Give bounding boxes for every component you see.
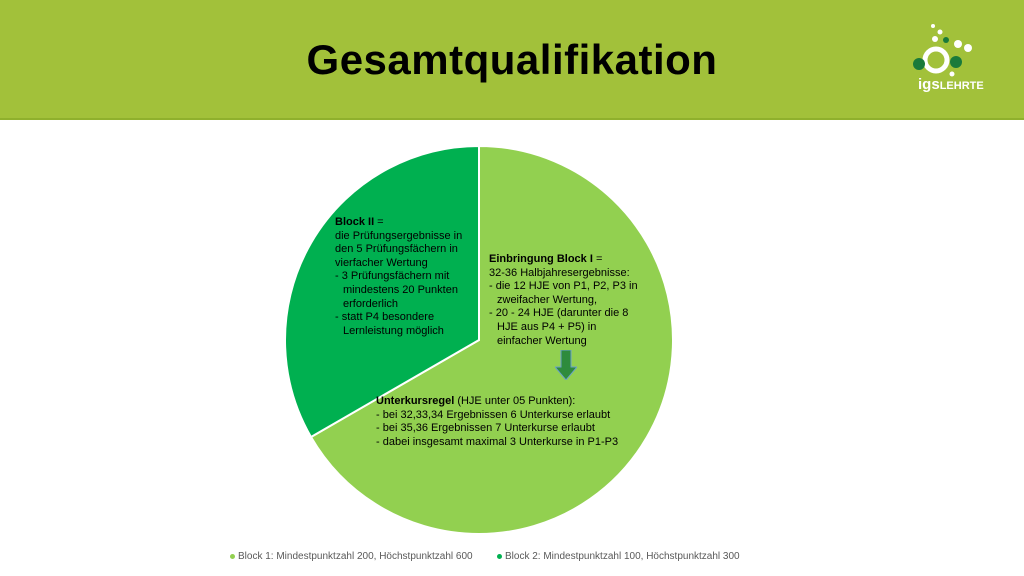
unterkurs-label-line: - bei 32,33,34 Ergebnissen 6 Unterkurse erlaubt [376,408,611,421]
logo-lehrte-text: LEHRTE [939,80,984,92]
block1-label-head-suffix: = [592,253,603,265]
block1-label-line: 32-36 Halbjahresergebnisse: [489,266,630,279]
block2-label [335,216,480,338]
block2-label-line: - statt P4 besondere [335,311,435,324]
unterkurs-label-head-suffix: (HJE unter 05 Punkten): [454,395,576,407]
block1-label-line: einfacher Wertung [497,334,587,347]
block2-label-head: Block II [335,216,375,228]
block2-label-line: mindestens 20 Punkten [343,283,458,296]
block1-label-line: zweifacher Wertung, [497,293,598,306]
block2-label-line: vierfacher Wertung [335,256,428,269]
legend-swatch-block1 [230,554,235,559]
block2-label-head-suffix: = [374,216,384,228]
unterkurs-label-line: - bei 35,36 Ergebnissen 7 Unterkurse erlaubt [376,422,595,435]
down-arrow-icon [555,350,577,380]
block2-label-line: erforderlich [343,297,399,310]
legend-swatch-block2 [497,554,502,559]
unterkurs-label-head: Unterkursregel [376,395,455,407]
block1-label-head: Einbringung Block I [489,253,593,265]
unterkurs-label-line: - dabei insgesamt maximal 3 Unterkurse in P1-P3 [376,435,619,448]
unterkurs-label [376,395,666,449]
legend-item-block1 [230,551,473,562]
block1-label-line: - 20 - 24 HJE (darunter die 8 [489,307,629,320]
block2-label-line: die Prüfungsergebnisse in [335,229,463,242]
legend-label-block1: Block 1: Mindestpunktzahl 200, Höchstpunktzahl 600 [238,551,473,562]
block1-label [489,253,659,348]
block1-label-line: HJE aus P4 + P5) in [497,320,597,333]
logo-igs-text: igs [918,76,940,93]
legend-item-block2 [497,551,740,562]
block2-label-line: den 5 Prüfungsfächern in [335,243,458,256]
block2-label-line: - 3 Prüfungsfächern mit [335,270,450,283]
block1-label-line: - die 12 HJE von P1, P2, P3 in [489,280,638,293]
legend-label-block2: Block 2: Mindestpunktzahl 100, Höchstpunktzahl 300 [505,551,740,562]
block2-label-line: Lernleistung möglich [343,324,444,337]
page-title: Gesamtqualifikation [306,36,718,83]
